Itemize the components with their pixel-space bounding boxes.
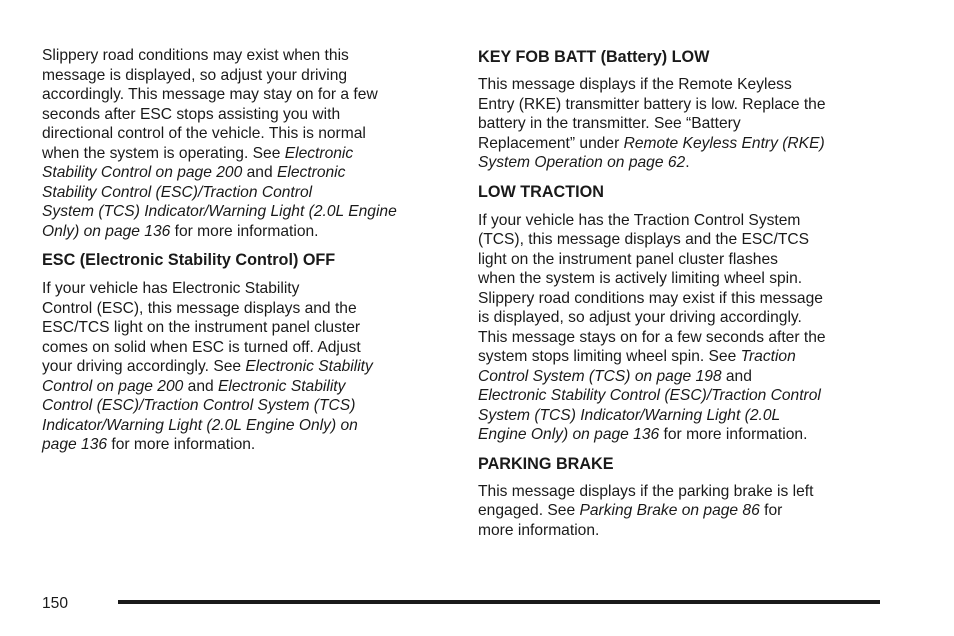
text-line [478, 230, 888, 250]
text-line [478, 75, 888, 95]
cross-reference-text: Electronic Stability Control (ESC)/Traction Control [478, 387, 821, 404]
low-traction-heading: LOW TRACTION [478, 182, 604, 201]
body-text: light on the instrument panel cluster flashes [478, 250, 778, 268]
text-line [42, 124, 452, 144]
text-line [478, 328, 888, 348]
text-line [478, 367, 888, 387]
body-text: your driving accordingly. See [42, 358, 246, 375]
body-text: Replacement” under [478, 134, 624, 152]
low-traction-paragraph [478, 211, 888, 445]
body-text: and [183, 377, 219, 395]
body-text: If your vehicle has Electronic Stability [42, 280, 300, 297]
body-text: accordingly. This message may stay on for a few [42, 86, 378, 103]
right-column [478, 46, 888, 540]
body-text: (TCS), this message displays and the ESC/TCS [478, 231, 810, 248]
cross-reference-text: Indicator/Warning Light (2.0L Engine Only) on [42, 416, 358, 434]
cross-reference-text: Engine Only) on page 136 [478, 426, 660, 443]
body-text: Slippery road conditions may exist if this message [478, 289, 823, 307]
body-text: directional control of the vehicle. This is normal [42, 125, 366, 142]
body-text: when the system is actively limiting wheel spin. [478, 270, 803, 287]
body-text: Slippery road conditions may exist when this [42, 47, 349, 64]
text-line [42, 163, 452, 183]
text-line [478, 406, 888, 426]
body-text: comes on solid when ESC is turned off. Adjust [42, 338, 361, 356]
body-text: message is displayed, so adjust your driving [42, 66, 348, 84]
cross-reference-text: Control on page 200 [42, 377, 184, 395]
text-line [478, 250, 888, 270]
text-line [42, 377, 452, 397]
key-fob-batt-low-paragraph [478, 75, 888, 173]
text-line [42, 416, 452, 436]
body-text: for [759, 502, 783, 519]
text-line [478, 386, 888, 406]
cross-reference-text: Stability Control on page 200 [42, 164, 243, 181]
text-line [42, 183, 452, 203]
body-text: This message displays if the parking brake is left [478, 482, 814, 500]
body-text: seconds after ESC stops assisting you with [42, 105, 341, 123]
text-line [478, 289, 888, 309]
body-text: This message displays if the Remote Keyless [478, 76, 792, 93]
body-text: for more information. [107, 436, 256, 453]
text-line [42, 202, 452, 222]
body-text: and [721, 367, 752, 385]
text-line [42, 357, 452, 377]
text-line [478, 501, 888, 521]
body-text: system stops limiting wheel spin. See [478, 348, 741, 365]
text-line [42, 396, 452, 416]
cross-reference-text: Remote Keyless Entry (RKE) [623, 134, 825, 152]
text-line [42, 144, 452, 164]
cross-reference-text: Traction [740, 348, 796, 365]
text-line [42, 222, 452, 242]
text-line [42, 279, 452, 299]
text-line [478, 347, 888, 367]
text-line [478, 425, 888, 445]
cross-reference-text: Electronic [276, 164, 346, 181]
text-line [42, 435, 452, 455]
text-line [42, 46, 452, 66]
text-line [478, 153, 888, 173]
text-line [478, 482, 888, 502]
cross-reference-text: Control (ESC)/Traction Control System (TCS) [42, 397, 356, 414]
cross-reference-text: System (TCS) Indicator/Warning Light (2.0L Engine [42, 203, 397, 220]
text-line [42, 85, 452, 105]
parking-brake-heading: PARKING BRAKE [478, 454, 614, 473]
cross-reference-text: Only) on page 136 [42, 222, 171, 240]
page-number: 150 [42, 595, 69, 612]
text-line [42, 66, 452, 86]
body-text: for more information. [659, 426, 808, 443]
cross-reference-text: page 136 [42, 436, 108, 453]
cross-reference-text: Control System (TCS) on page 198 [478, 367, 722, 385]
text-line [42, 299, 452, 319]
body-text: when the system is operating. See [42, 144, 285, 162]
text-line [478, 114, 888, 134]
text-line [478, 211, 888, 231]
cross-reference-text: System (TCS) Indicator/Warning Light (2.0L [478, 406, 781, 424]
left-column [42, 46, 452, 455]
cross-reference-text: Electronic [284, 144, 354, 162]
body-text: Control (ESC), this message displays and the [42, 299, 357, 317]
cross-reference-text: Electronic Stability [245, 358, 373, 375]
body-text: for more information. [170, 222, 319, 240]
text-line [42, 105, 452, 125]
esc-off-paragraph [42, 279, 452, 455]
cross-reference-text: Stability Control (ESC)/Traction Control [42, 183, 313, 201]
body-text: engaged. See [478, 502, 580, 519]
body-text: . [685, 154, 690, 171]
text-line [42, 338, 452, 358]
body-text: and [242, 164, 277, 181]
key-fob-batt-low-heading: KEY FOB BATT (Battery) LOW [478, 48, 710, 66]
body-text: ESC/TCS light on the instrument panel cluster [42, 319, 361, 336]
text-line [478, 308, 888, 328]
slippery-road-paragraph [42, 46, 452, 241]
cross-reference-text: Electronic Stability [218, 377, 346, 395]
esc-off-heading: ESC (Electronic Stability Control) OFF [42, 251, 336, 269]
body-text: more information. [478, 521, 600, 539]
text-line [478, 269, 888, 289]
body-text: battery in the transmitter. See “Battery [478, 115, 741, 132]
body-text: If your vehicle has the Traction Control System [478, 211, 801, 229]
body-text: Entry (RKE) transmitter battery is low. Replace the [478, 95, 826, 113]
cross-reference-text: System Operation on page 62 [478, 154, 686, 171]
text-line [478, 134, 888, 154]
footer-rule [118, 600, 880, 604]
text-line [42, 318, 452, 338]
body-text: This message stays on for a few seconds after the [478, 328, 826, 346]
body-text: is displayed, so adjust your driving accordingly. [478, 309, 802, 326]
text-line [478, 521, 888, 541]
text-line [478, 95, 888, 115]
parking-brake-paragraph [478, 482, 888, 541]
cross-reference-text: Parking Brake on page 86 [579, 502, 760, 519]
